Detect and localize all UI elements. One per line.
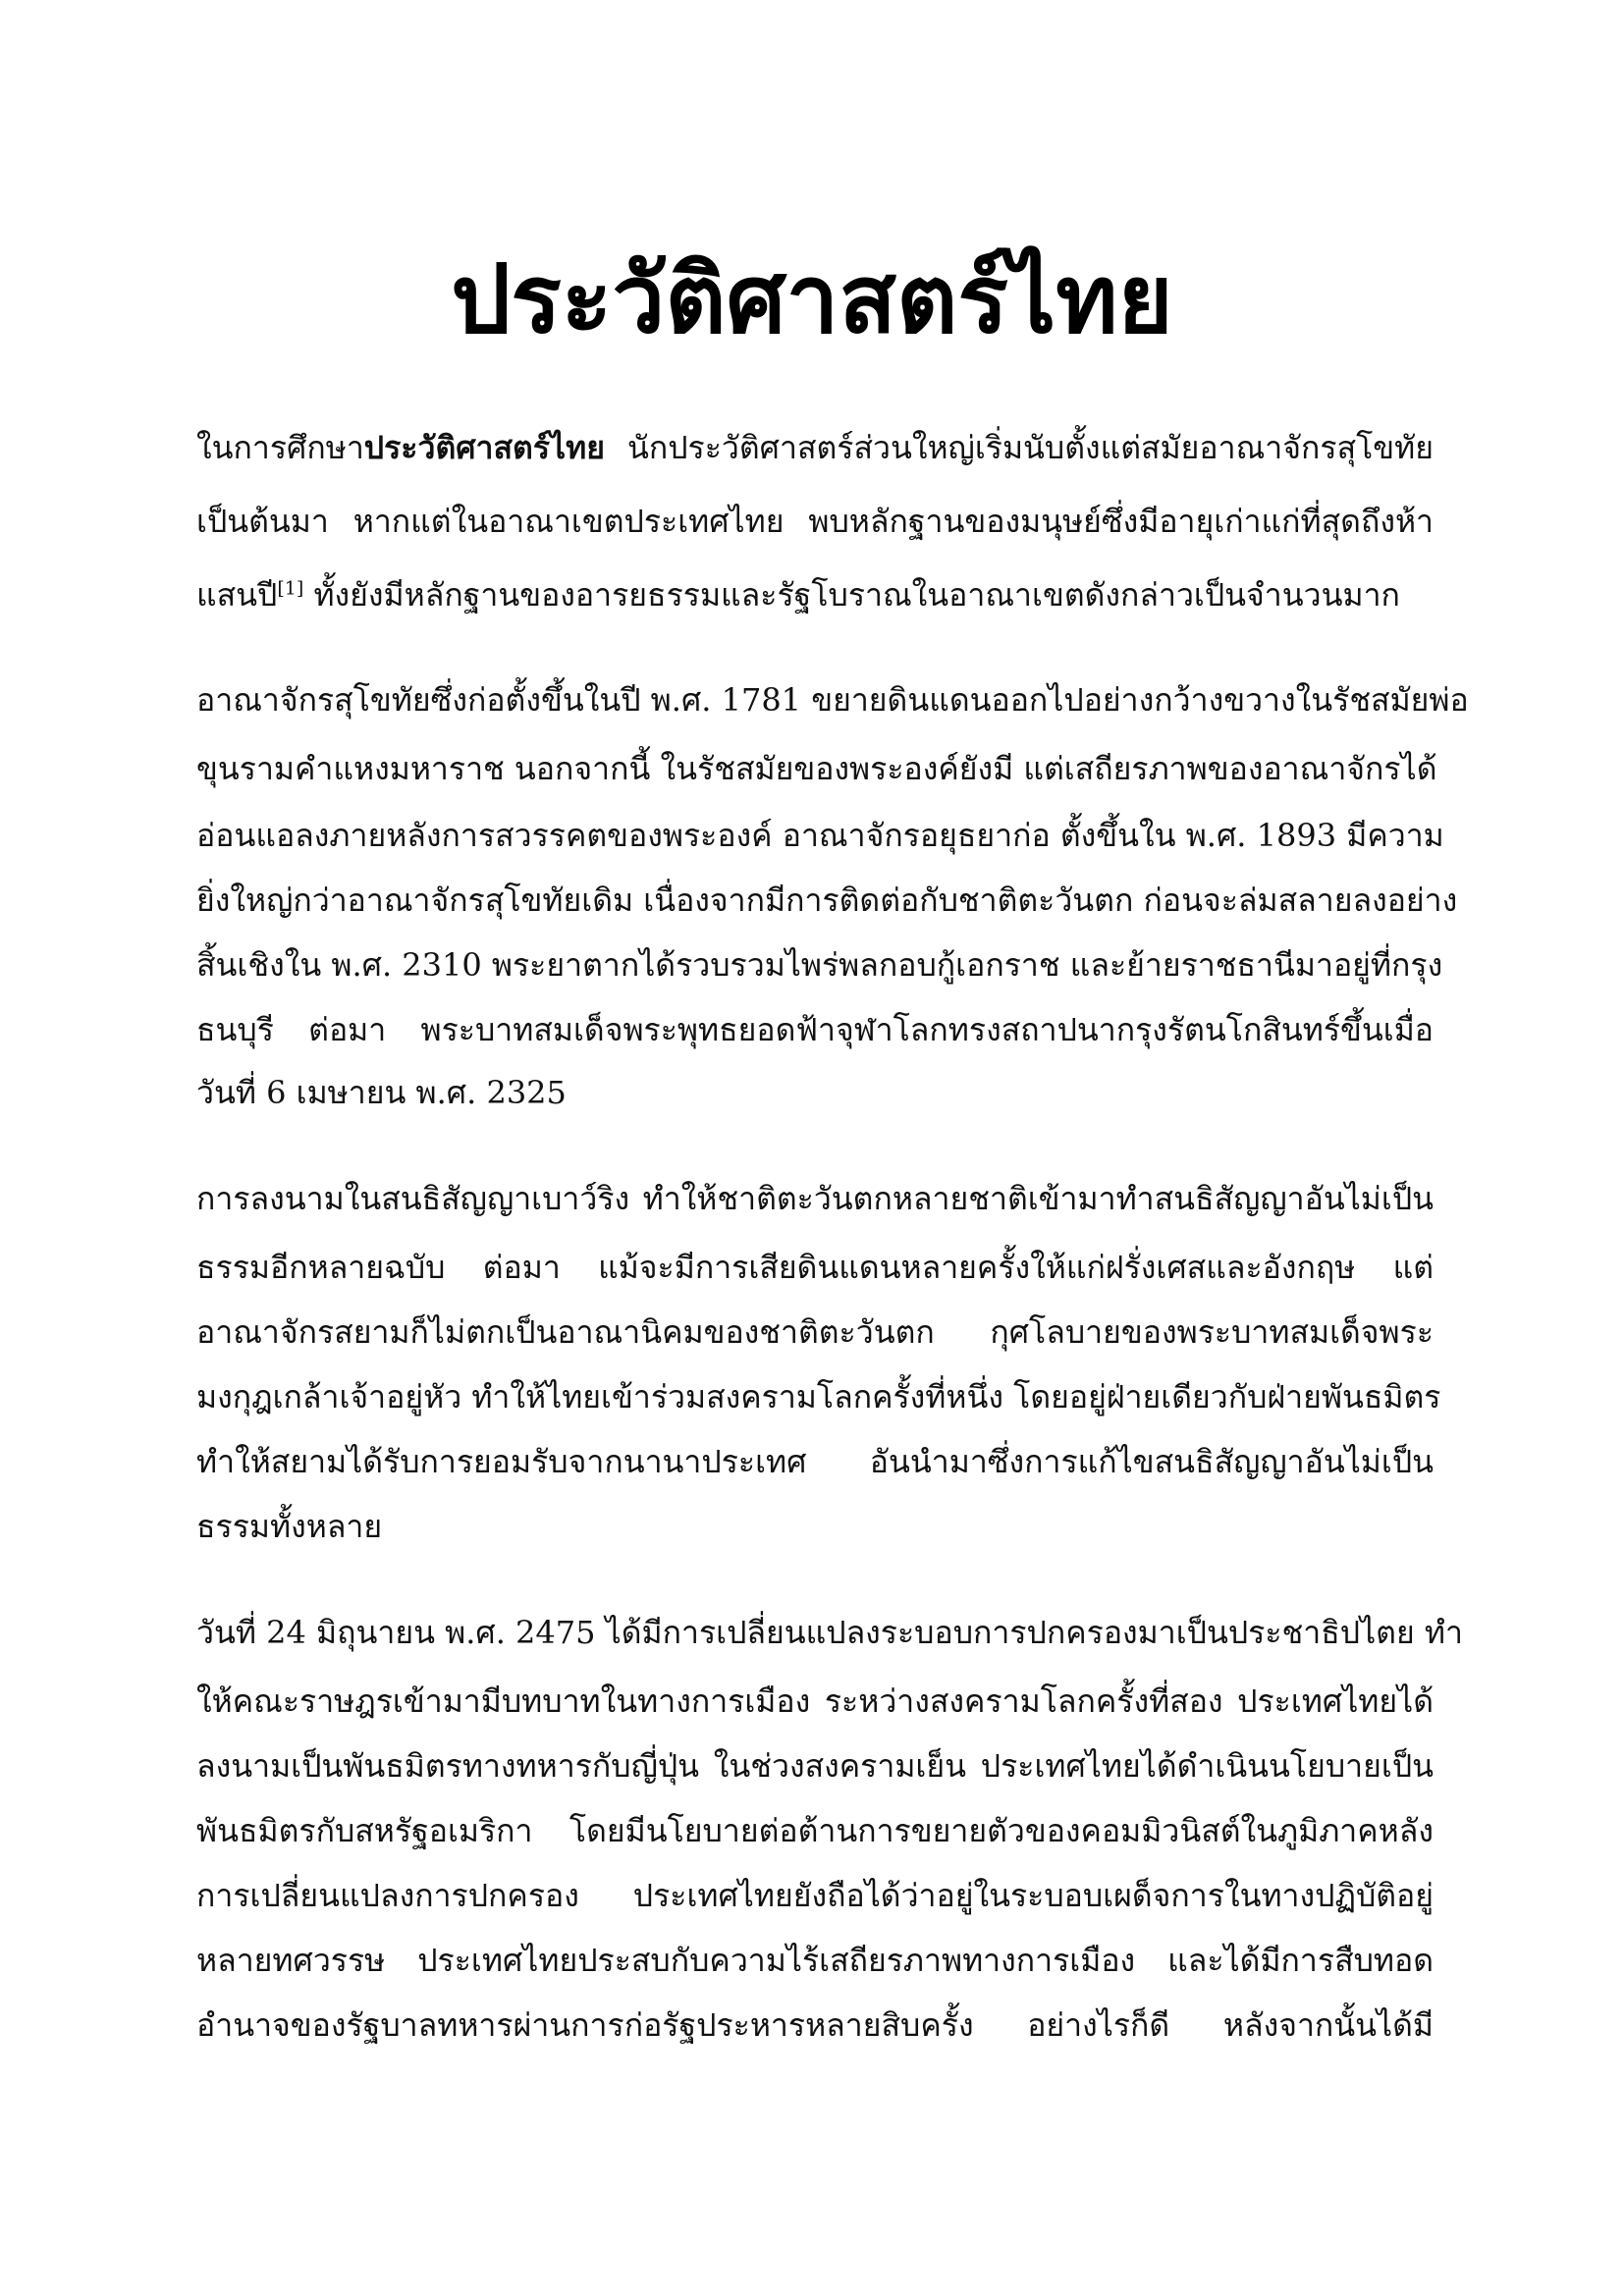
reference-link[interactable]: [1] xyxy=(277,577,304,600)
paragraph-line: หลายทศวรรษ ประเทศไทยประสบกับความไร้เสถียรภาพทางการเมือง และได้มีการสืบทอด xyxy=(196,1942,1434,1979)
paragraph-line: ธรรมอีกหลายฉบับ ต่อมา แม้จะมีการเสียดินแดนหลายครั้งให้แก่ฝรั่งเศสและอังกฤษ แต่ xyxy=(196,1249,1434,1286)
paragraph-line: อำนาจของรัฐบาลทหารผ่านการก่อรัฐประหารหลายสิบครั้ง อย่างไรก็ดี หลังจากนั้นได้มี xyxy=(196,2006,1434,2044)
paragraph-line xyxy=(196,569,1434,620)
line-text: แสนปี xyxy=(196,576,278,614)
paragraph-line: วันที่ 6 เมษายน พ.ศ. 2325 xyxy=(196,1074,567,1111)
paragraph-line: อ่อนแอลงภายหลังการสวรรคตของพระองค์ อาณาจักรอยุธยาก่อ ตั้งขึ้นใน พ.ศ. 1893 มีความ xyxy=(196,817,1444,854)
paragraph-line: อาณาจักรสยามก็ไม่ตกเป็นอาณานิคมของชาติตะวันตก กุศโลบายของพระบาทสมเด็จพระ xyxy=(196,1313,1434,1351)
paragraph-line: อาณาจักรสุโขทัยซึ่งก่อตั้งขึ้นในปี พ.ศ. 1781 ขยายดินแดนออกไปอย่างกว้างขวางในรัชสมัยพ่อ xyxy=(196,681,1469,719)
paragraph-line: วันที่ 24 มิถุนายน พ.ศ. 2475 ได้มีการเปลี่ยนแปลงระบอบการปกครองมาเป็นประชาธิปไตย ทำ xyxy=(196,1614,1463,1651)
paragraph-line: สิ้นเชิงใน พ.ศ. 2310 พระยาตากได้รวบรวมไพร่พลกอบกู้เอกราช และย้ายราชธานีมาอยู่ที่กรุง xyxy=(196,946,1443,984)
paragraph-line: มงกุฎเกล้าเจ้าอยู่หัว ทำให้ไทยเข้าร่วมสงครามโลกครั้งที่หนึ่ง โดยอยู่ฝ่ายเดียวกับฝ่ายพันธมิตร xyxy=(196,1378,1441,1415)
line-text: ทั้งยังมีหลักฐานของอารยธรรมและรัฐโบราณในอาณาเขตดังกล่าวเป็นจำนวนมาก xyxy=(303,576,1400,614)
paragraph-line xyxy=(196,422,1434,473)
paragraph-line: การเปลี่ยนแปลงการปกครอง ประเทศไทยยังถือได้ว่าอยู่ในระบอบเผด็จการในทางปฏิบัติอยู่ xyxy=(196,1877,1434,1914)
paragraph-line: พันธมิตรกับสหรัฐอเมริกา โดยมีนโยบายต่อต้านการขยายตัวของคอมมิวนิสต์ในภูมิภาคหลัง xyxy=(196,1812,1434,1849)
paragraph-line: เป็นต้นมา หากแต่ในอาณาเขตประเทศไทย พบหลักฐานของมนุษย์ซึ่งมีอายุเก่าแก่ที่สุดถึงห้า xyxy=(196,503,1434,540)
paragraph-line: ขุนรามคำแหงมหาราช นอกจากนี้ ในรัชสมัยของพระองค์ยังมี แต่เสถียรภาพของอาณาจักรได้ xyxy=(196,750,1437,787)
page-title: ประวัติศาสตร์ไทย xyxy=(451,243,1173,354)
paragraph-line: ธนบุรี ต่อมา พระบาทสมเด็จพระพุทธยอดฟ้าจุฬาโลกทรงสถาปนากรุงรัตนโกสินทร์ขึ้นเมื่อ xyxy=(196,1011,1434,1048)
line-text: นักประวัติศาสตร์ส่วนใหญ่เริ่มนับตั้งแต่สมัยอาณาจักรสุโขทัย xyxy=(604,429,1434,466)
paragraph-line: ให้คณะราษฎรเข้ามามีบทบาทในทางการเมือง ระหว่างสงครามโลกครั้งที่สอง ประเทศไทยได้ xyxy=(196,1682,1434,1720)
subject-term: ประวัติศาสตร์ไทย xyxy=(363,429,605,466)
paragraph-line: ธรรมทั้งหลาย xyxy=(196,1508,383,1545)
paragraph-line: ยิ่งใหญ่กว่าอาณาจักรสุโขทัยเดิม เนื่องจากมีการติดต่อกับชาติตะวันตก ก่อนจะล่มสลายลงอย่าง xyxy=(196,881,1458,919)
line-text: ในการศึกษา xyxy=(196,429,364,466)
paragraph-line: ลงนามเป็นพันธมิตรทางทหารกับญี่ปุ่น ในช่วงสงครามเย็น ประเทศไทยได้ดำเนินนโยบายเป็น xyxy=(196,1747,1434,1785)
paragraph-line: ทำให้สยามได้รับการยอมรับจากนานาประเทศ อันนำมาซึ่งการแก้ไขสนธิสัญญาอันไม่เป็น xyxy=(196,1443,1434,1480)
paragraph-line: การลงนามในสนธิสัญญาเบาว์ริง ทำให้ชาติตะวันตกหลายชาติเข้ามาทำสนธิสัญญาอันไม่เป็น xyxy=(196,1180,1434,1217)
